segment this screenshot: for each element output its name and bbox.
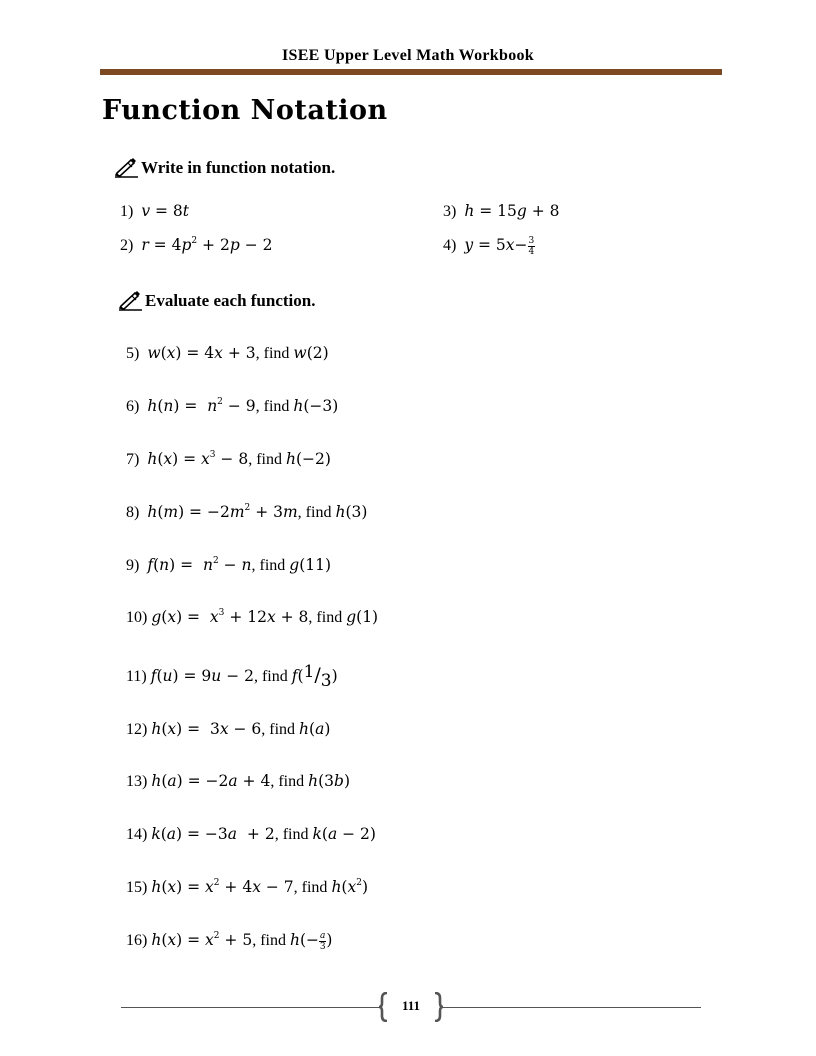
problem-number: 15) <box>126 879 148 896</box>
problem-3: 3) h = 15g + 8 <box>443 202 560 220</box>
problem-10: 10) $g(x) = x^3 + 12x + 8$, find g(1) <box>126 608 379 626</box>
section-heading-write <box>114 158 335 178</box>
page-title: Function Notation <box>102 95 388 126</box>
problem-number: 2) <box>120 237 134 254</box>
problem-7: 7) $h(x) = x^3 - 8$, find h(−2) <box>126 450 331 468</box>
problem-5: 5) w(x) = 4x + 3, find w(2) <box>126 344 329 362</box>
problem-6: 6) $h(n) = n^2 - 9$, find h(−3) <box>126 397 339 415</box>
problem-number: 12) <box>126 721 148 738</box>
problem-1: 1) v = 8t <box>120 202 190 220</box>
problem-number: 8) <box>126 504 140 521</box>
header-title: ISEE Upper Level Math Workbook <box>281 47 534 64</box>
pencil-icon <box>118 291 144 311</box>
problem-number: 14) <box>126 826 148 843</box>
header-rule <box>100 69 722 75</box>
problem-number: 6) <box>126 398 140 415</box>
problem-16: 16) $h(x) = x^2 + 5$, find h(− $\frac{a}{3}$ ) <box>126 931 333 952</box>
problem-13: 13) h(a) = −2a + 4, find h(3b) <box>126 772 351 790</box>
problem-15: 15) $h(x) = x^2 + 4x - 7$, find $h(x^2)$ <box>126 878 369 896</box>
problem-number: 10) <box>126 609 148 626</box>
page-number: 111 <box>401 998 421 1013</box>
problem-number: 1) <box>120 203 134 220</box>
problem-2: 2) $r = 4p^2 + 2p - 2$ <box>120 236 273 254</box>
footer-rule-left <box>121 1007 379 1008</box>
problem-9: 9) $f(n) = n^2 - n$, find g(11) <box>126 556 332 574</box>
problem-14: 14) k(a) = −3a + 2, find k(a − 2) <box>126 825 376 843</box>
problem-number: 3) <box>443 203 457 220</box>
problem-8: 8) $h(m) = -2m^2 + 3m$, find h(3) <box>126 503 368 521</box>
problem-4: 4) y = 5x− $\frac{3}{4}$ <box>443 236 535 257</box>
problem-number: 7) <box>126 451 140 468</box>
section-heading-label: Evaluate each function. <box>145 291 316 310</box>
problem-number: 11) <box>126 668 147 685</box>
problem-12: 12) h(x) = 3x − 6, find h(a) <box>126 720 331 738</box>
problem-number: 4) <box>443 237 457 255</box>
problem-number: 5) <box>126 345 140 362</box>
footer-rule-right <box>443 1007 701 1008</box>
problem-11: 11) f(u) = 9u − 2, find f(1/3) <box>126 662 338 691</box>
problem-number: 9) <box>126 557 140 574</box>
pencil-icon <box>114 158 140 178</box>
problem-number: 16) <box>126 932 148 950</box>
section-heading-label: Write in function notation. <box>141 158 336 177</box>
problem-number: 13) <box>126 773 148 790</box>
section-heading-evaluate <box>118 291 315 311</box>
